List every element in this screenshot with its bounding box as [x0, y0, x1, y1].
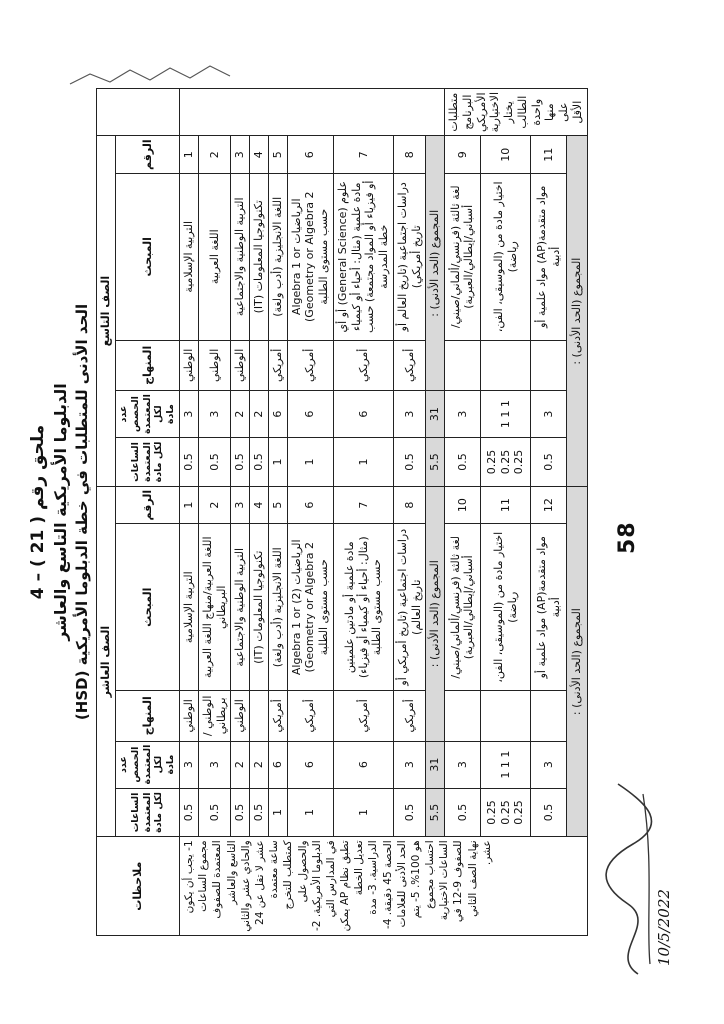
row-subject: اللغة العربية [198, 173, 231, 340]
num-header: الرقم [115, 136, 179, 174]
table-row [287, 89, 333, 936]
periods-header: عدد الحصص المعتمدة لكل مادة [115, 741, 179, 788]
row-curriculum: أمريكي [393, 691, 426, 742]
row-subject: التربية الوطنية والاجتماعية [231, 173, 250, 340]
requirements-table [96, 88, 588, 936]
row-subject: اختيار مادة من (الموسيقى، الفن، رياضة) [480, 173, 531, 340]
table-row [531, 89, 567, 936]
signature-date: 10/5/2022 [655, 889, 673, 966]
row-periods: 2 [231, 741, 250, 788]
row-num: 6 [287, 136, 333, 174]
row-curriculum: أمريكي [333, 340, 393, 391]
table-body [180, 89, 588, 936]
row-hours: 1 [268, 788, 287, 837]
row-num: 10 [445, 486, 481, 524]
row-curriculum: الوطني [231, 340, 250, 391]
row-subject: التربية الإسلامية [180, 524, 199, 691]
row-hours: 0.5 [445, 788, 481, 837]
row-subject: دراسات اجتماعية (تاريخ العالم أو تاريخ أمريكي) [393, 173, 426, 340]
row-curriculum [445, 691, 481, 742]
row-periods: 3 [445, 391, 481, 438]
row-periods: 3 [393, 741, 426, 788]
table-row [393, 89, 426, 936]
row-num: 8 [393, 136, 426, 174]
row-num: 1 [180, 136, 199, 174]
row-periods: 6 [287, 391, 333, 438]
handwritten-mark [60, 14, 240, 94]
row-curriculum: أمريكي [287, 691, 333, 742]
row-hours: 0.5 [180, 438, 199, 487]
row-periods: 6 [333, 391, 393, 438]
row-periods: 2 [250, 391, 269, 438]
row-num: 3 [231, 486, 250, 524]
table-row [480, 89, 531, 936]
row-hours: 0.5 [180, 788, 199, 837]
row-curriculum: أمريكي [333, 691, 393, 742]
row-hours: 0.5 [198, 438, 231, 487]
row-hours: 0.25 0.25 0.25 [480, 438, 531, 487]
row-subject: تكنولوجيا المعلومات (IT) [250, 524, 269, 691]
side-header [97, 89, 180, 136]
table-row [231, 89, 250, 936]
row-hours: 1 [268, 438, 287, 487]
row-curriculum: الوطني /بريطاني [198, 691, 231, 742]
row-curriculum: الوطني [180, 691, 199, 742]
row-periods: 3 [531, 741, 567, 788]
page-number: 58 [615, 521, 640, 554]
row-curriculum: الوطني [198, 340, 231, 391]
grade10-header: الصف العاشر [97, 486, 116, 836]
total-periods: 31 [426, 741, 445, 788]
grade9-header: الصف التاسع [97, 136, 116, 486]
elective-total-label: المجموع (الحد الأدنى) : [567, 486, 588, 836]
total-hours: 5.5 [426, 438, 445, 487]
table-row [198, 89, 231, 936]
side-label: متطلبات البرنامج الأمريكي الاختيارية يختار الطالب واحدة منها على الأقل [445, 89, 588, 136]
row-periods: 3 [198, 741, 231, 788]
row-hours: 0.5 [393, 788, 426, 837]
row-subject: تكنولوجيا المعلومات (IT) [250, 173, 269, 340]
row-subject: الرياضيات Algebra 1 or (Geometry or Algebra 2 حسب مستوى الطلبة [287, 173, 333, 340]
row-subject: اللغة العربية/منهاج اللغة العربية البريطاني [198, 524, 231, 691]
row-curriculum [250, 340, 269, 391]
row-num: 2 [198, 486, 231, 524]
row-subject: لغة ثالثة (فرنسي/ألماني/صيني/أسباني/إيطالي/العبرية) [445, 524, 481, 691]
row-curriculum [531, 340, 567, 391]
row-num: 9 [445, 136, 481, 174]
row-num: 8 [393, 486, 426, 524]
row-periods: 6 [333, 741, 393, 788]
notes-text: 1- يجب أن يكون مجموع الساعات المعتمدة للصفوف التاسع والعاشر والحادي عشر والثاني عشر لا تقل عن 24 ساعة معتمدة كمتطلب للتخرج والحصول على الدبلوما الأمريكية. 2- في المدارس التي تطبق نظام AP يمكن تعديل الخطة الدراسية. 3- مدة الحصة 45 دقيقة. 4- الحد الأدنى للعلامات هو 100%. 5- يتم احتساب مجموع الساعات الاختيارية للصفوف 9-12 في نهاية الصف الثاني عشر. [180, 837, 588, 936]
row-periods: 3 [180, 741, 199, 788]
row-subject: مادة علمية أو مادتين علميتين (مثال: أحياء أو كيمياء أو فيزياء) حسب مستوى الطلبة [333, 524, 393, 691]
row-hours: 0.5 [231, 438, 250, 487]
row-num: 5 [268, 136, 287, 174]
row-num: 11 [480, 486, 531, 524]
row-hours: 1 [287, 788, 333, 837]
curriculum-header: المنهاج [115, 340, 179, 391]
table-row [250, 89, 269, 936]
row-num: 4 [250, 486, 269, 524]
annex-title: ملحق رقم ( 21 ) – 4 [28, 424, 48, 600]
row-subject: التربية الإسلامية [180, 173, 199, 340]
row-curriculum [480, 691, 531, 742]
table-row [180, 89, 199, 936]
row-num: 7 [333, 486, 393, 524]
row-num: 7 [333, 136, 393, 174]
row-num: 4 [250, 136, 269, 174]
row-subject: الرياضيات Algebra 1 or (2) (Geometry or Algebra 2 حسب مستوى الطلبة [287, 524, 333, 691]
row-num: 3 [231, 136, 250, 174]
side-label [180, 89, 445, 136]
row-periods: 3 [180, 391, 199, 438]
row-num: 5 [268, 486, 287, 524]
row-subject: التربية الوطنية والاجتماعية [231, 524, 250, 691]
row-subject: مواد متقدمة(AP) مواد علمية أو أدبية [531, 173, 567, 340]
num-header: الرقم [115, 486, 179, 524]
subject-header: المبحث [115, 173, 179, 340]
row-curriculum [531, 691, 567, 742]
row-subject: مواد متقدمة(AP) مواد علمية أو أدبية [531, 524, 567, 691]
table-row [445, 89, 481, 936]
table-row [268, 89, 287, 936]
row-periods: 2 [231, 391, 250, 438]
row-hours: 0.5 [393, 438, 426, 487]
row-hours: 0.5 [250, 438, 269, 487]
row-periods: 1 1 1 [480, 741, 531, 788]
row-subject: اختيار مادة من (الموسيقى، الفن، رياضة) [480, 524, 531, 691]
total-periods: 31 [426, 391, 445, 438]
row-subject: لغة ثالثة (فرنسي/ألماني/صيني/أسباني/إيطالي/العبرية) [445, 173, 481, 340]
row-periods: 3 [198, 391, 231, 438]
row-curriculum [480, 340, 531, 391]
row-curriculum: أمريكي [393, 340, 426, 391]
row-hours: 1 [333, 788, 393, 837]
row-hours: 0.25 0.25 0.25 [480, 788, 531, 837]
row-periods: 1 1 1 [480, 391, 531, 438]
row-hours: 0.5 [231, 788, 250, 837]
row-hours: 1 [287, 438, 333, 487]
row-periods: 3 [445, 741, 481, 788]
elective-total-label: المجموع (الحد الأدنى) : [567, 136, 588, 486]
total-label: المجموع (الحد الأدنى) : [426, 136, 445, 391]
row-periods: 3 [531, 391, 567, 438]
row-num: 1 [180, 486, 199, 524]
curriculum-header: المنهاج [115, 691, 179, 742]
row-periods: 6 [287, 741, 333, 788]
row-num: 11 [531, 136, 567, 174]
row-curriculum: أمريكي [287, 340, 333, 391]
total-label: المجموع (الحد الأدنى) : [426, 486, 445, 741]
row-curriculum: الوطني [180, 340, 199, 391]
row-hours: 0.5 [250, 788, 269, 837]
diploma-title: الدبلوما الأمريكية التاسع والعاشر [51, 383, 70, 641]
row-curriculum: أمريكي [268, 691, 287, 742]
row-num: 10 [480, 136, 531, 174]
row-subject: علوم (General Science) أو أي مادة علمية (مثال: أحياء أو كيمياء أو فيزياء أو المواد مجتمعة) حسب خطة المدرسة [333, 173, 393, 340]
row-curriculum: الوطني [231, 691, 250, 742]
notes-header: ملاحظات [97, 837, 180, 936]
row-num: 12 [531, 486, 567, 524]
row-curriculum [445, 340, 481, 391]
row-subject: دراسات اجتماعية (تاريخ أمريكي أو تاريخ العالم) [393, 524, 426, 691]
row-periods: 6 [268, 741, 287, 788]
row-num: 2 [198, 136, 231, 174]
row-hours: 1 [333, 438, 393, 487]
row-periods: 2 [250, 741, 269, 788]
row-periods: 3 [393, 391, 426, 438]
row-curriculum: أمريكي [268, 340, 287, 391]
total-hours: 5.5 [426, 788, 445, 837]
row-subject: اللغة الانجليزية (أدب ولغة) [268, 524, 287, 691]
row-periods: 6 [268, 391, 287, 438]
hours-header: الساعات المعتمدة لكل مادة [115, 438, 179, 487]
row-hours: 0.5 [531, 438, 567, 487]
subject-header: المبحث [115, 524, 179, 691]
row-hours: 0.5 [445, 438, 481, 487]
table-title: (HSD) الحد الأدنى للمتطلبات في خطة الدبلوما الأمريكية [73, 303, 91, 721]
row-hours: 0.5 [531, 788, 567, 837]
periods-header: عدد الحصص المعتمدة لكل مادة [115, 391, 179, 438]
row-subject: اللغة الانجليزية (أدب ولغة) [268, 173, 287, 340]
row-hours: 0.5 [198, 788, 231, 837]
row-num: 6 [287, 486, 333, 524]
row-curriculum [250, 691, 269, 742]
table-row [333, 89, 393, 936]
total-row [426, 89, 445, 936]
hours-header: الساعات المعتمدة لكل مادة [115, 788, 179, 837]
elective-total-row [567, 89, 588, 936]
